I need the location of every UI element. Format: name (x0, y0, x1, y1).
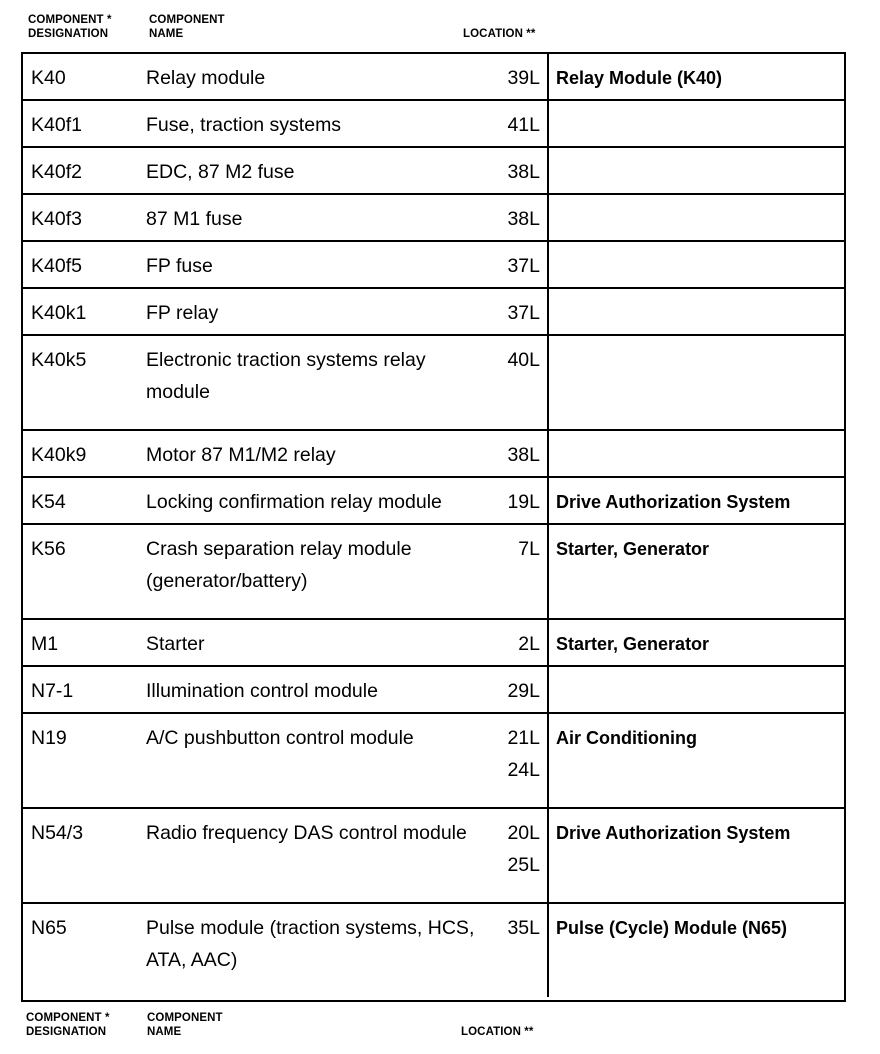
location-value: 39L (507, 67, 540, 89)
column-divider (547, 54, 549, 99)
location-value: 37L (507, 255, 540, 277)
component-name: 87 M1 fuse (146, 208, 243, 230)
column-divider (547, 289, 549, 334)
component-designation: K40f3 (31, 208, 82, 230)
table-row (23, 904, 844, 997)
column-divider (547, 714, 549, 807)
system-reference: Starter, Generator (556, 634, 710, 654)
component-name: Electronic traction systems relay module (146, 349, 426, 403)
location-value: 40L (507, 349, 540, 371)
component-designation: K40 (31, 67, 66, 89)
component-name: Pulse module (traction systems, HCS, ATA, AAC) (146, 917, 475, 971)
table-row (23, 54, 844, 101)
component-designation: K54 (31, 491, 66, 513)
component-name: FP relay (146, 302, 219, 324)
footer-name-line1: COMPONENT (147, 1012, 223, 1024)
table-row (23, 242, 844, 289)
header-designation (28, 13, 112, 41)
component-location (507, 203, 540, 235)
location-value: 38L (507, 161, 540, 183)
component-location (507, 109, 540, 141)
footer-location: LOCATION ** (461, 1026, 534, 1038)
component-location (518, 628, 540, 660)
header-name (149, 13, 225, 41)
component-location (507, 912, 540, 944)
footer-designation-line1: COMPONENT * (26, 1012, 110, 1024)
header-designation-line1: COMPONENT * (28, 14, 112, 26)
component-location (507, 817, 540, 881)
system-reference: Drive Authorization System (556, 492, 791, 512)
table-row (23, 667, 844, 714)
column-divider (547, 242, 549, 287)
component-designation: K40k9 (31, 444, 87, 466)
component-name: Fuse, traction systems (146, 114, 342, 136)
component-designation: K40k5 (31, 349, 87, 371)
system-reference: Air Conditioning (556, 728, 697, 748)
system-reference: Starter, Generator (556, 539, 710, 559)
location-value: 35L (507, 917, 540, 939)
table-row (23, 478, 844, 525)
table-row (23, 809, 844, 904)
component-location (518, 533, 540, 565)
component-location (507, 344, 540, 376)
column-divider (547, 620, 549, 665)
column-divider (547, 525, 549, 618)
header-location: LOCATION ** (463, 28, 536, 40)
component-name: Relay module (146, 67, 266, 89)
component-table (21, 52, 846, 1002)
column-divider (547, 101, 549, 146)
location-value: 2L (518, 633, 540, 655)
table-row (23, 101, 844, 148)
column-divider (547, 667, 549, 712)
component-location (507, 439, 540, 471)
component-name: A/C pushbutton control module (146, 727, 414, 749)
column-divider (547, 904, 549, 997)
system-reference: Pulse (Cycle) Module (N65) (556, 918, 788, 938)
location-value: 38L (507, 444, 540, 466)
location-value: 20L (507, 822, 540, 844)
table-row (23, 148, 844, 195)
location-value: 29L (507, 680, 540, 702)
header-name-line2: NAME (149, 28, 184, 40)
column-divider (547, 809, 549, 902)
table-row (23, 289, 844, 336)
component-designation: N19 (31, 727, 67, 749)
component-name: Illumination control module (146, 680, 378, 702)
location-value: 41L (507, 114, 540, 136)
table-row (23, 620, 844, 667)
component-location (507, 297, 540, 329)
location-value: 19L (507, 491, 540, 513)
location-value: 38L (507, 208, 540, 230)
location-value: 25L (507, 854, 540, 876)
component-location (507, 486, 540, 518)
table-row (23, 431, 844, 478)
component-name: FP fuse (146, 255, 213, 277)
table-row (23, 195, 844, 242)
component-name: Crash separation relay module (generator/battery) (146, 538, 412, 592)
component-location (507, 62, 540, 94)
column-divider (547, 336, 549, 429)
footer-designation-line2: DESIGNATION (26, 1026, 107, 1038)
component-name: Motor 87 M1/M2 relay (146, 444, 336, 466)
component-location (507, 156, 540, 188)
component-designation: K40k1 (31, 302, 87, 324)
footer-name-line2: NAME (147, 1026, 182, 1038)
column-divider (547, 148, 549, 193)
component-designation: N54/3 (31, 822, 84, 844)
component-name: Radio frequency DAS control module (146, 822, 467, 844)
component-designation: K40f1 (31, 114, 82, 136)
component-designation: K56 (31, 538, 66, 560)
component-designation: N7-1 (31, 680, 74, 702)
location-value: 37L (507, 302, 540, 324)
location-value: 21L (507, 727, 540, 749)
component-location (507, 675, 540, 707)
component-name: EDC, 87 M2 fuse (146, 161, 295, 183)
component-designation: K40f2 (31, 161, 82, 183)
table-row (23, 714, 844, 809)
component-name: Starter (146, 633, 205, 655)
component-designation: N65 (31, 917, 67, 939)
component-designation: M1 (31, 633, 59, 655)
table-row (23, 336, 844, 431)
location-value: 24L (507, 759, 540, 781)
column-divider (547, 478, 549, 523)
header-name-line1: COMPONENT (149, 14, 225, 26)
component-location (507, 722, 540, 786)
component-location (507, 250, 540, 282)
system-reference: Drive Authorization System (556, 823, 791, 843)
header-designation-line2: DESIGNATION (28, 28, 109, 40)
column-divider (547, 195, 549, 240)
component-name: Locking confirmation relay module (146, 491, 442, 513)
location-value: 7L (518, 538, 540, 560)
component-designation: K40f5 (31, 255, 82, 277)
footer-name (147, 1011, 223, 1039)
system-reference: Relay Module (K40) (556, 68, 723, 88)
footer-designation (26, 1011, 110, 1039)
column-divider (547, 431, 549, 476)
table-row (23, 525, 844, 620)
